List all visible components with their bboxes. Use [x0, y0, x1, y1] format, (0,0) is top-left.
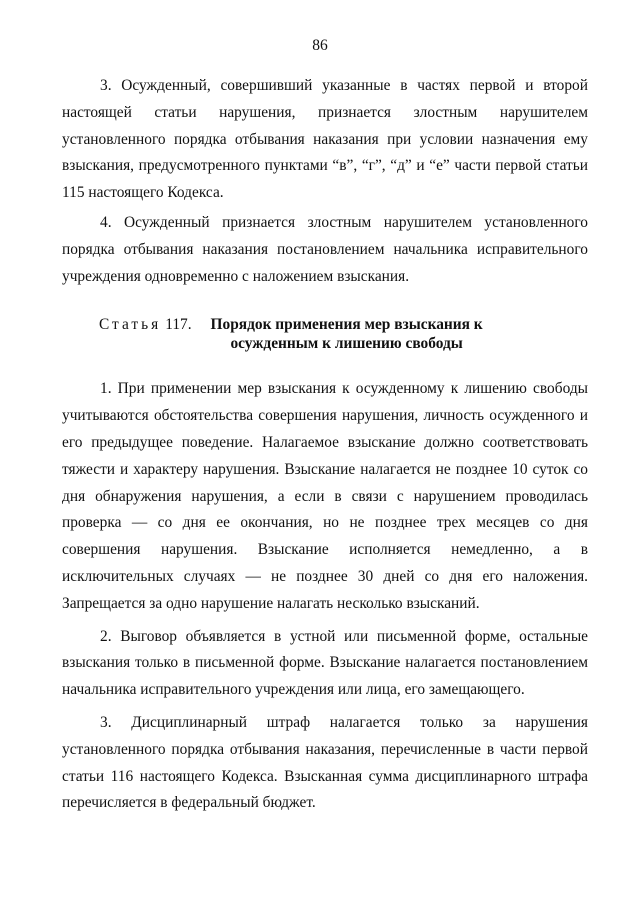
- article-title: Порядок применения мер взыскания к осужденным к лишению свободы: [210, 316, 483, 352]
- article-number: 117.: [165, 316, 192, 334]
- section-before: [62, 73, 588, 290]
- paragraph: 1. При применении мер взыскания к осужденному к лишению свободы учитываются обстоятельства совершения нарушения, личность осужденного и его предыдущее поведение. Налагаемое взыскание должно соответствовать тяжести и характеру нарушения. Взыскание налагается не позднее 10 суток со дня обнаружения нарушения, а если в связи с нарушением проводилась проверка — со дня ее окончания, но не позднее трех месяцев со дня совершения нарушения. Взыскание исполняется немедленно, а в исключительных случаях — не позднее 30 дней со дня его наложения. Запрещается за одно нарушение налагать несколько взысканий.: [62, 380, 588, 612]
- paragraph: 2. Выговор объявляется в устной или письменной форме, остальные взыскания только в письменной форме. Взыскание налагается постановлением начальника исправительного учреждения или лица, его замещающего.: [62, 627, 588, 699]
- article-heading: [62, 316, 588, 353]
- paragraph: 4. Осужденный признается злостным нарушителем установленного порядка отбывания наказания постановлением начальника исправительного учреждения одновременно с наложением взыскания.: [62, 213, 588, 285]
- article-label: Статья: [99, 316, 162, 334]
- paragraph: 3. Осужденный, совершивший указанные в частях первой и второй настоящей статьи нарушения, признается злостным нарушителем установленного порядка отбывания наказания при условии назначения ему взыскания, предусмотренного пунктами “в”, “г”, “д” и “е” части первой статьи 115 настоящего Кодекса.: [62, 77, 588, 202]
- paragraph: 3. Дисциплинарный штраф налагается только за нарушения установленного порядка отбывания наказания, перечисленные в части первой статьи 116 настоящего Кодекса. Взысканная сумма дисциплинарного штрафа перечисляется в федеральный бюджет.: [62, 713, 588, 812]
- document-body: [62, 73, 588, 817]
- section-after: [62, 376, 588, 817]
- page-number: 86: [312, 37, 328, 54]
